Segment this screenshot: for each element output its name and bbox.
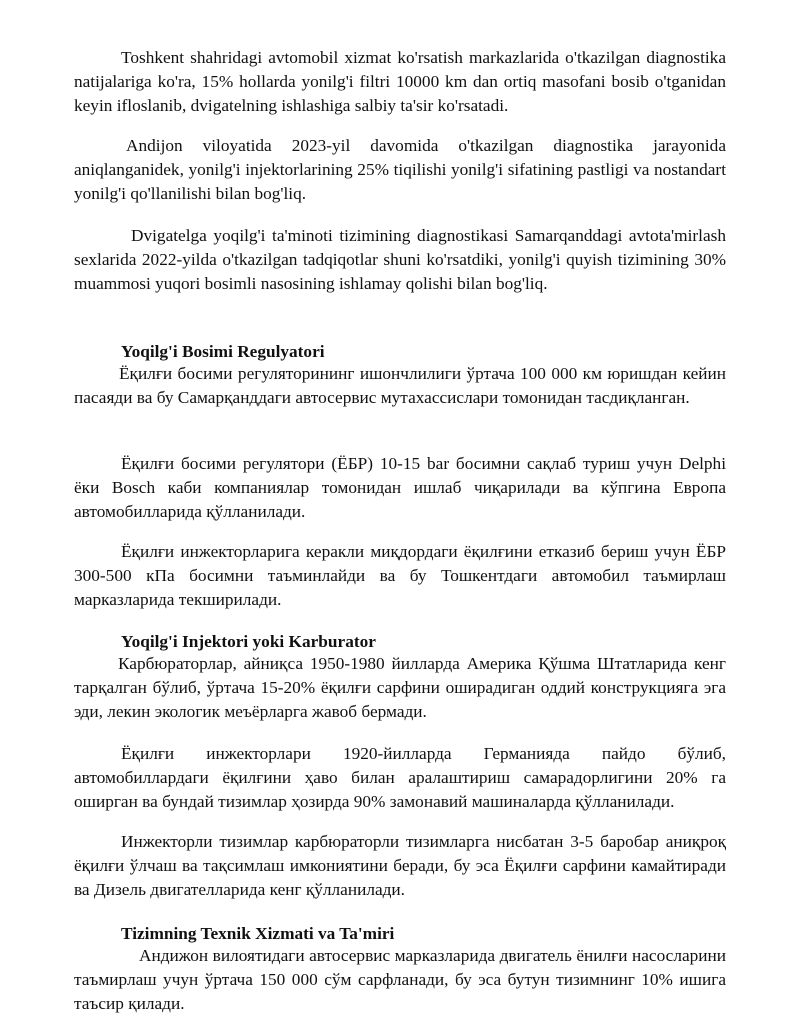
section-heading-pressure-regulator: Yoqilg'i Bosimi Regulyatori — [121, 342, 325, 361]
paragraph-regulator-manufacturers: Ёқилғи босими регулятори (ЁБР) 10-15 bar босимни сақлаб туриш учун Delphi ёки Bosch каби компаниялар томонидан ишлаб чиқарилади ва кўпгина Европа автомобилларида қўлланилади. — [74, 454, 726, 521]
paragraph-pump-repair-cost: Андижон вилоятидаги автосервис марказларида двигатель ёнилғи насосларини таъмирлаш учун ўртача 150 000 сўм сарфланади, бу эса бутун тизимнинг 10% ишига таъсир қилади. — [74, 946, 726, 1013]
paragraph-injectors: Ёқилғи инжекторлари 1920-йилларда Германияда пайдо бўлиб, автомобиллардаги ёқилғини ҳаво билан аралаштириш самарадорлигини 20% га оширган ва бундай тизимлар ҳозирда 90% замонавий машиналарда қўлланилади. — [74, 744, 726, 811]
paragraph-regulator-pressure: Ёқилғи инжекторларига керакли миқдордаги ёқилғини етказиб бериш учун ЁБР 300-500 кПа босимни таъминлайди ва бу Тошкентдаги автомобил таъмирлаш марказларида текширилади. — [74, 542, 726, 609]
paragraph-carburetors: Карбюраторлар, айниқса 1950-1980 йилларда Америка Қўшма Штатларида кенг тарқалган бўлиб, ўртача 15-20% ёқилғи сарфини оширадиган оддий конструкцияга эга эди, лекин экологик меъёрларга жавоб бермади. — [74, 654, 726, 721]
paragraph-samarkand-diagnostics: Dvigatelga yoqilg'i ta'minoti tizimining diagnostikasi Samarqanddagi avtota'mirlash sexlarida 2022-yilda o'tkazilgan tadqiqotlar shuni ko'rsatdiki, yonilg'i quyish tizimining 30% muammosi yuqori bosimli nasosining ishlamay qolishi bilan bog'liq. — [74, 226, 726, 293]
paragraph-andijan-diagnostics: Andijon viloyatida 2023-yil davomida o'tkazilgan diagnostika jarayonida aniqlanganidek, yonilg'i injektorlarining 25% tiqilishi yonilg'i sifatining pastligi va nostandart yonilg'i qo'llanilishi bilan bog'liq. — [74, 136, 726, 203]
section-heading-injector-carburetor: Yoqilg'i Injektori yoki Karburator — [121, 632, 376, 651]
paragraph-tashkent-diagnostics: Toshkent shahridagi avtomobil xizmat ko'rsatish markazlarida o'tkazilgan diagnostika natijalariga ko'ra, 15% hollarda yonilg'i filtri 10000 km dan ortiq masofani bosib o'tganidan keyin ifloslanib, dvigatelning ishlashiga salbiy ta'sir ko'rsatadi. — [74, 48, 726, 115]
paragraph-injector-vs-carburetor: Инжекторли тизимлар карбюраторли тизимларга нисбатан 3-5 баробар аниқроқ ёқилғи ўлчаш ва тақсимлаш имкониятини беради, бу эса Ёқилғи сарфини камайтиради ва Дизель двигателларида кенг қўлланилади. — [74, 832, 726, 899]
section-heading-maintenance-repair: Tizimning Texnik Xizmati va Ta'miri — [121, 924, 395, 943]
paragraph-regulator-reliability: Ёқилғи босими регуляторининг ишончлилиги ўртача 100 000 км юришдан кейин пасаяди ва бу Самарқанддаги автосервис мутахассислари томонидан тасдиқланган. — [74, 364, 726, 407]
